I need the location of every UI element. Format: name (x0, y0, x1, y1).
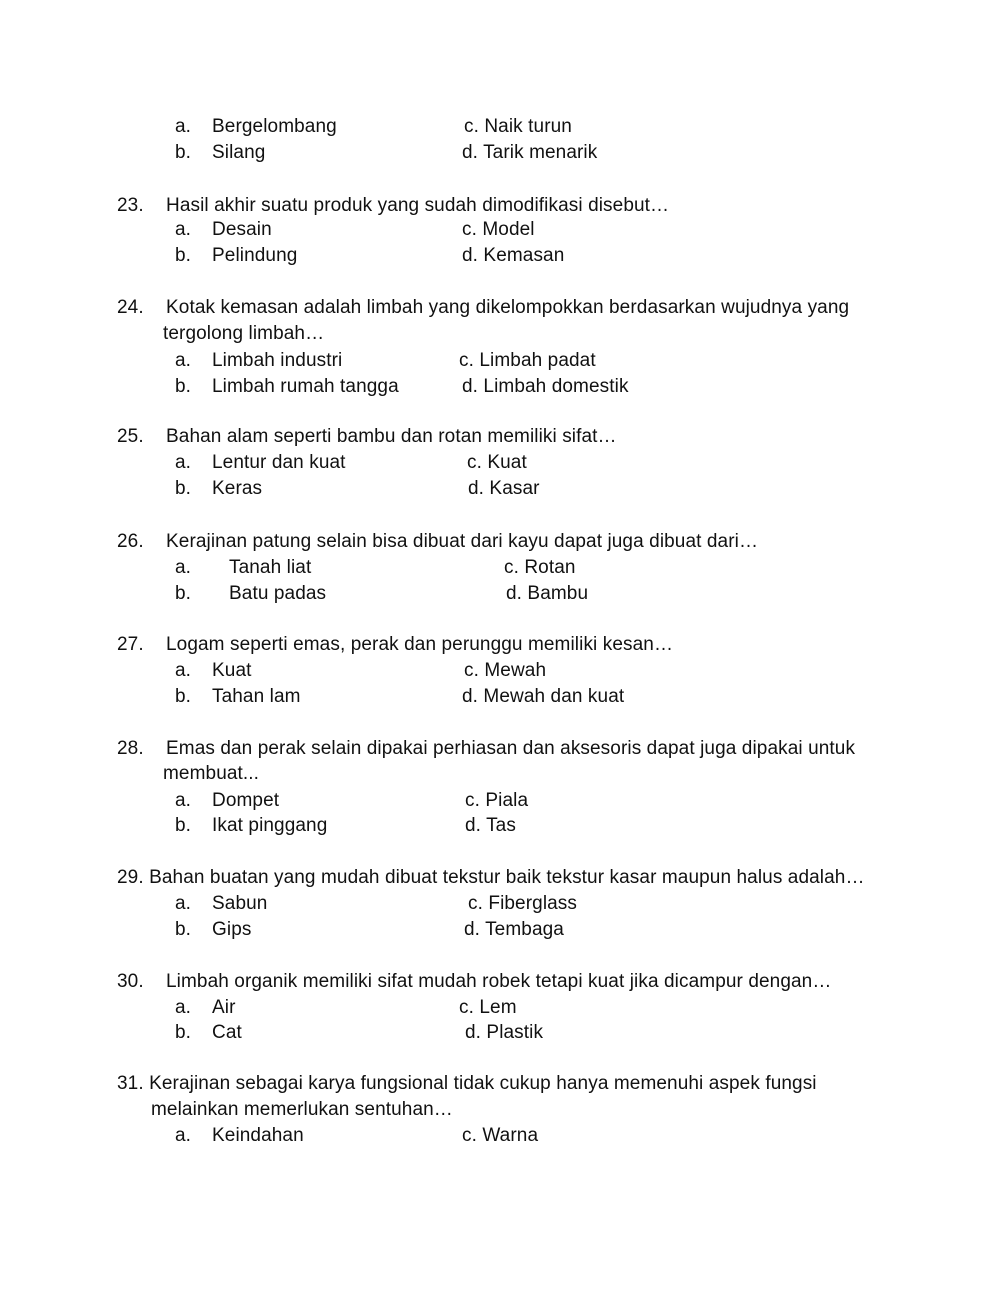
option-text: Tahan lam (212, 686, 301, 707)
option-d: d. Tas (465, 815, 516, 836)
option-text: Desain (212, 219, 272, 240)
option-text: Pelindung (212, 245, 298, 266)
option-d: d. Bambu (506, 583, 589, 604)
option-c: c. Naik turun (464, 116, 572, 137)
option-text: Keras (212, 478, 263, 499)
option-c: c. Mewah (464, 660, 547, 681)
question-text: Bahan alam seperti bambu dan rotan memiliki sifat… (166, 426, 617, 447)
option-text: Sabun (212, 893, 268, 914)
option-letter: a. (175, 893, 192, 914)
option-d: d. Tembaga (464, 919, 564, 940)
question-text-continued: melainkan memerlukan sentuhan… (151, 1099, 453, 1120)
option-letter: a. (175, 997, 192, 1018)
question-text: Logam seperti emas, perak dan perunggu memiliki kesan… (166, 634, 674, 655)
option-text: Gips (212, 919, 252, 940)
option-c: c. Rotan (504, 557, 576, 578)
option-d: d. Plastik (465, 1022, 544, 1043)
question-text: 31. Kerajinan sebagai karya fungsional tidak cukup hanya memenuhi aspek fungsi (117, 1073, 817, 1094)
option-text: Keindahan (212, 1125, 304, 1146)
option-text: Dompet (212, 790, 280, 811)
question-text: 29. Bahan buatan yang mudah dibuat tekstur baik tekstur kasar maupun halus adalah… (117, 867, 865, 888)
option-text: Batu padas (229, 583, 327, 604)
option-letter: a. (175, 219, 192, 240)
question-text: Kerajinan patung selain bisa dibuat dari kayu dapat juga dibuat dari… (166, 531, 759, 552)
option-d: d. Mewah dan kuat (462, 686, 625, 707)
question-text-continued: tergolong limbah… (163, 323, 325, 344)
option-c: c. Limbah padat (459, 350, 596, 371)
option-text: Cat (212, 1022, 242, 1043)
option-text: Kuat (212, 660, 252, 681)
option-letter: b. (175, 815, 192, 836)
option-text: Ikat pinggang (212, 815, 328, 836)
option-letter: a. (175, 350, 192, 371)
option-d: d. Tarik menarik (462, 142, 598, 163)
question-text: Hasil akhir suatu produk yang sudah dimodifikasi disebut… (166, 195, 670, 216)
option-text: Limbah industri (212, 350, 343, 371)
question-number: 30. (117, 971, 144, 992)
option-c: c. Piala (465, 790, 529, 811)
option-letter: b. (175, 1022, 192, 1043)
option-c: c. Kuat (467, 452, 527, 473)
question-text-continued: membuat... (163, 763, 260, 784)
question-text: Emas dan perak selain dipakai perhiasan dan aksesoris dapat juga dipakai untuk (166, 738, 856, 759)
option-c: c. Model (462, 219, 535, 240)
option-d: d. Limbah domestik (462, 376, 629, 397)
option-letter: b. (175, 686, 192, 707)
option-text: Lentur dan kuat (212, 452, 346, 473)
option-text: Silang (212, 142, 266, 163)
option-text: Limbah rumah tangga (212, 376, 399, 397)
option-c: c. Fiberglass (468, 893, 578, 914)
option-letter: b. (175, 245, 192, 266)
question-number: 28. (117, 738, 144, 759)
option-letter: a. (175, 790, 192, 811)
question-text: Kotak kemasan adalah limbah yang dikelompokkan berdasarkan wujudnya yang (166, 297, 850, 318)
option-c: c. Lem (459, 997, 517, 1018)
option-letter: a. (175, 557, 192, 578)
option-letter: a. (175, 660, 192, 681)
question-number: 27. (117, 634, 144, 655)
option-letter: b. (175, 142, 192, 163)
question-number: 23. (117, 195, 144, 216)
option-text: Air (212, 997, 236, 1018)
question-number: 24. (117, 297, 144, 318)
option-letter: a. (175, 116, 192, 137)
option-d: d. Kasar (468, 478, 540, 499)
question-number: 25. (117, 426, 144, 447)
option-text: Tanah liat (229, 557, 312, 578)
option-text: Bergelombang (212, 116, 337, 137)
question-number: 26. (117, 531, 144, 552)
option-d: d. Kemasan (462, 245, 565, 266)
option-letter: b. (175, 919, 192, 940)
option-letter: b. (175, 478, 192, 499)
option-c: c. Warna (462, 1125, 539, 1146)
option-letter: a. (175, 1125, 192, 1146)
option-letter: b. (175, 583, 192, 604)
option-letter: b. (175, 376, 192, 397)
question-text: Limbah organik memiliki sifat mudah robek tetapi kuat jika dicampur dengan… (166, 971, 832, 992)
option-letter: a. (175, 452, 192, 473)
